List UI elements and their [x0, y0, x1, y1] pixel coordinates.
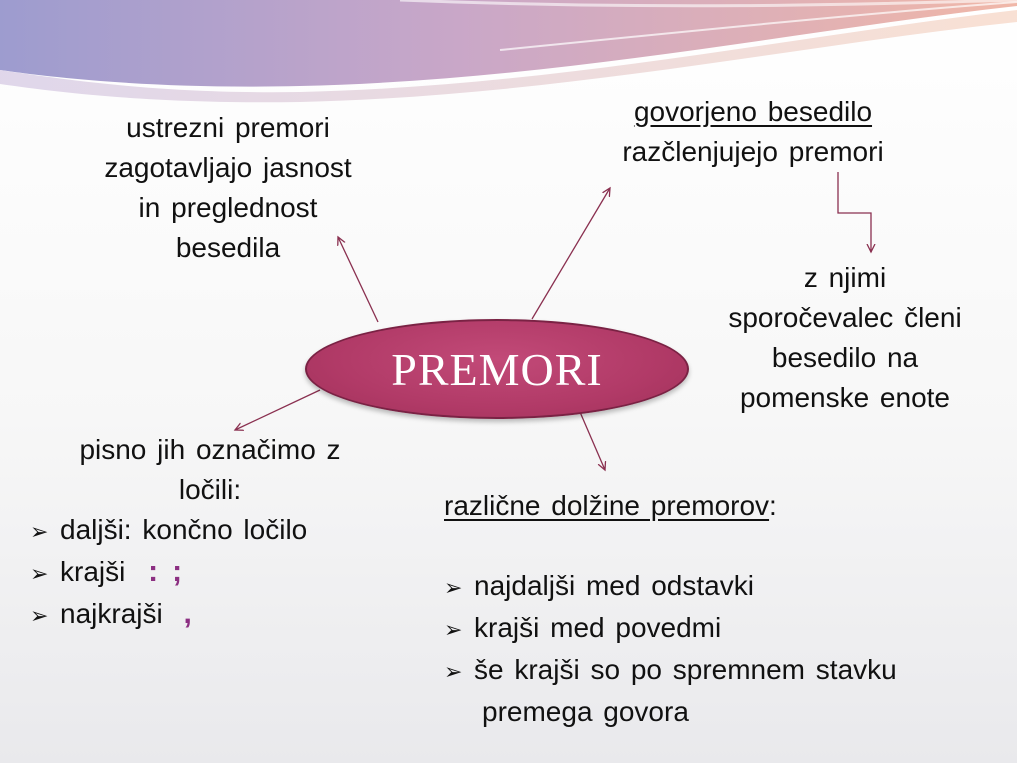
top-left-line: ustrezni premori — [126, 112, 330, 143]
arrow-to-bottom-right — [580, 412, 605, 470]
bullet-arrow-icon: ➢ — [30, 519, 49, 544]
bullet-arrow-icon: ➢ — [444, 575, 463, 600]
bullet-item — [30, 594, 390, 636]
bullet-arrow-icon: ➢ — [30, 561, 49, 586]
right-line: z njimi — [803, 262, 887, 293]
right-line: pomenske enote — [739, 382, 951, 413]
bullet-arrow-icon: ➢ — [444, 659, 463, 684]
comma-mark: , — [183, 597, 192, 630]
bullet-item — [444, 566, 1004, 608]
top-right-note — [585, 92, 921, 172]
center-node — [305, 319, 689, 419]
top-left-line: zagotavljajo jasnost — [104, 152, 352, 183]
right-line: sporočevalec členi — [728, 302, 962, 333]
bullet-label: krajši med povedmi — [474, 612, 722, 643]
bullet-label: najdaljši med odstavki — [474, 570, 754, 601]
right-line: besedilo na — [771, 342, 919, 373]
right-note — [700, 258, 990, 418]
bullet-label: krajši — [60, 556, 126, 587]
bottom-right-heading-row — [444, 486, 1004, 526]
bottom-right-heading: različne dolžine premorov — [444, 490, 770, 521]
bullet-continuation: premega govora — [482, 696, 689, 727]
top-left-line: in preglednost — [138, 192, 318, 223]
center-node-label: PREMORI — [391, 343, 603, 395]
bullet-item — [30, 510, 390, 552]
bullet-label: daljši: končno ločilo — [60, 514, 308, 545]
bullet-arrow-icon: ➢ — [444, 617, 463, 642]
bullet-label: še krajši so po spremnem stavku — [474, 654, 897, 685]
colon-mark: : — [148, 555, 159, 588]
bullet-item — [444, 650, 1004, 692]
top-left-line: besedila — [175, 232, 281, 263]
arrow-to-bottom-left — [235, 390, 320, 430]
bullet-item — [444, 608, 1004, 650]
bullet-item — [30, 552, 390, 594]
bullet-label: najkrajši — [60, 598, 163, 629]
arrow-to-top-right — [532, 188, 610, 319]
bottom-left-line: ločili: — [178, 474, 242, 505]
spacer — [444, 526, 1004, 566]
bottom-right-note — [444, 486, 1004, 732]
bottom-left-line: pisno jih označimo z — [79, 434, 341, 465]
top-right-line: razčlenjujejo premori — [622, 136, 884, 167]
semicolon-mark: ; — [172, 555, 183, 588]
bottom-left-note — [30, 430, 390, 636]
heading-colon: : — [769, 490, 777, 521]
top-right-heading: govorjeno besedilo — [633, 96, 873, 127]
arrow-to-right — [838, 172, 871, 252]
top-left-note — [60, 108, 396, 268]
bullet-arrow-icon: ➢ — [30, 603, 49, 628]
